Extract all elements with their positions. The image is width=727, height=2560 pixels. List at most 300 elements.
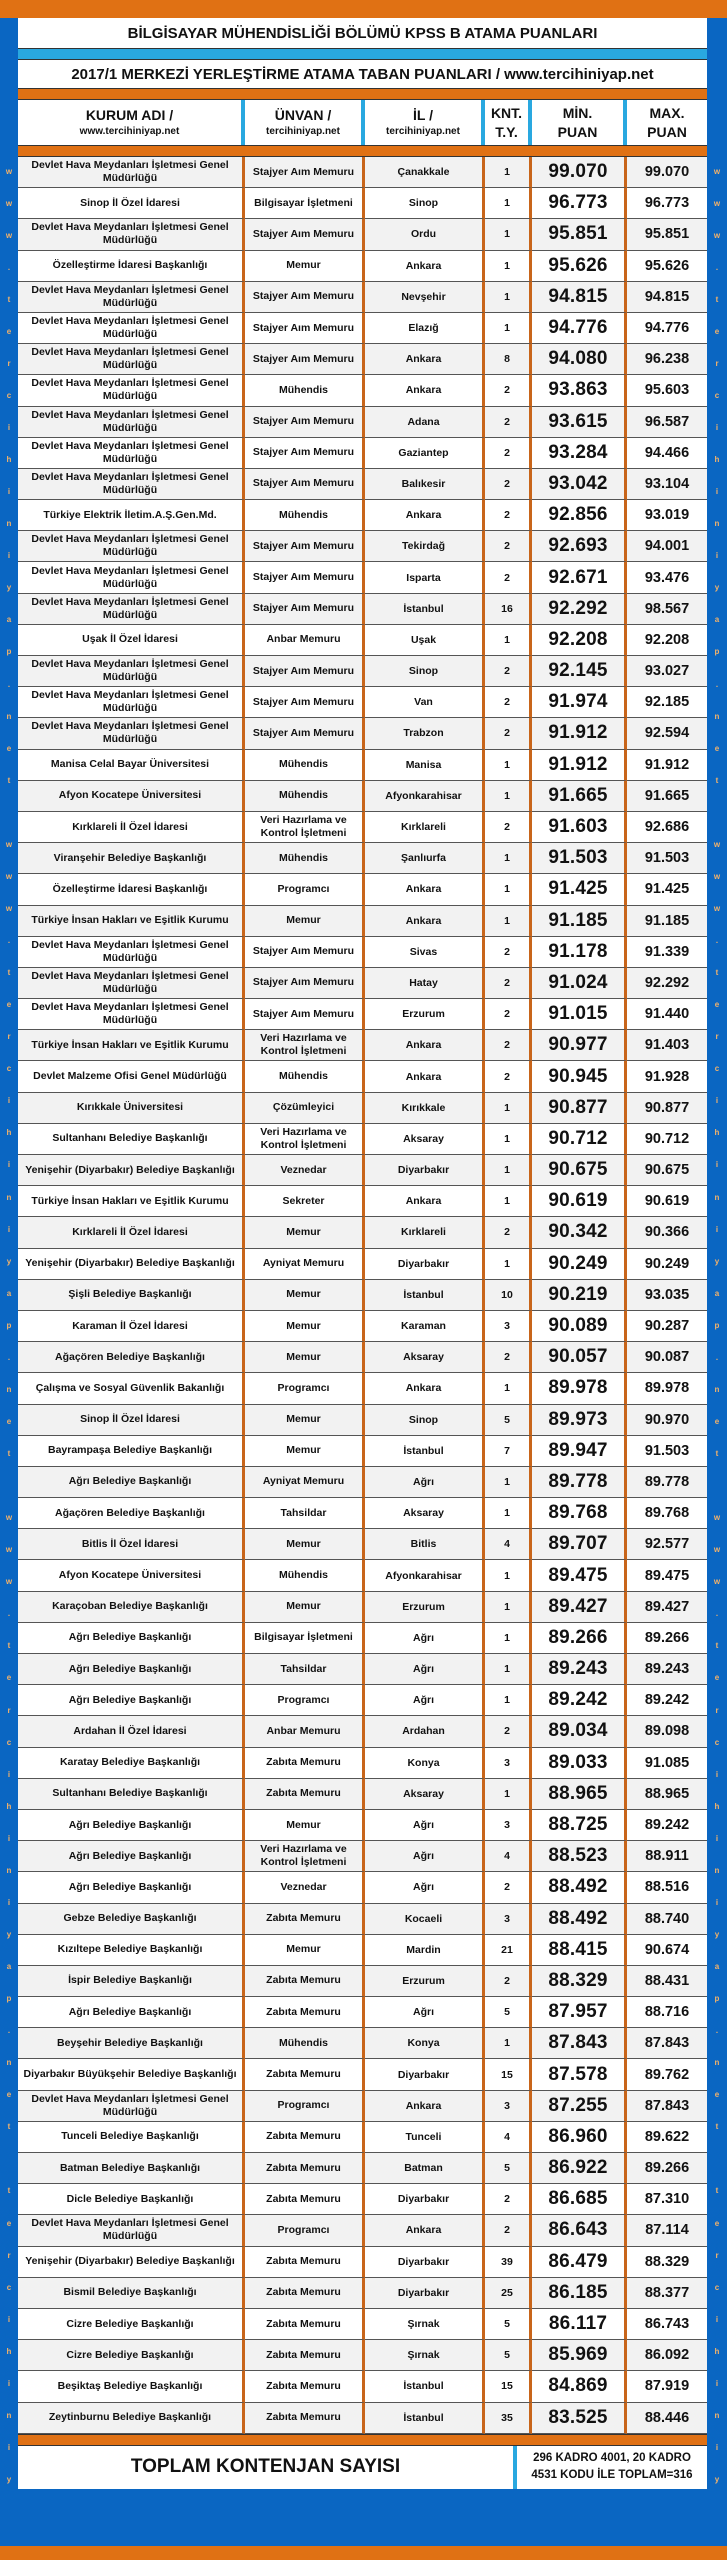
- quota-cell: 1: [485, 906, 532, 937]
- institution-cell: Devlet Hava Meydanları İşletmesi Genel Müdürlüğü: [18, 407, 245, 438]
- institution-cell: Sinop İl Özel İdaresi: [18, 188, 245, 219]
- watermark-letter: y: [714, 1256, 720, 1266]
- institution-cell: Ağrı Belediye Başkanlığı: [18, 1623, 245, 1654]
- quota-cell: 2: [485, 1030, 532, 1061]
- title-cell: Memur: [245, 1280, 365, 1311]
- province-cell: Diyarbakır: [365, 1249, 485, 1280]
- institution-cell: Devlet Hava Meydanları İşletmesi Genel Müdürlüğü: [18, 219, 245, 250]
- watermark-letter: .: [7, 679, 11, 689]
- province-cell: Kocaeli: [365, 1904, 485, 1935]
- institution-cell: İspir Belediye Başkanlığı: [18, 1966, 245, 1997]
- watermark-letter: n: [714, 711, 720, 721]
- min-score-cell: 89.033: [532, 1748, 627, 1779]
- table-row: [18, 2059, 707, 2090]
- table-row: [18, 1997, 707, 2028]
- top-orange-band: [0, 0, 727, 18]
- watermark-letter: .: [7, 262, 11, 272]
- watermark-letter: a: [714, 1288, 720, 1298]
- watermark-letter: i: [7, 1160, 11, 1170]
- province-cell: Sivas: [365, 937, 485, 968]
- province-cell: Ağrı: [365, 1872, 485, 1903]
- institution-cell: Özelleştirme İdaresi Başkanlığı: [18, 874, 245, 905]
- quota-cell: 7: [485, 1436, 532, 1467]
- max-score-cell: 99.070: [627, 157, 707, 188]
- table-row: [18, 500, 707, 531]
- min-score-cell: 90.219: [532, 1280, 627, 1311]
- max-score-cell: 94.466: [627, 438, 707, 469]
- title-cell: Stajyer Aım Memuru: [245, 687, 365, 718]
- watermark-letter: a: [6, 615, 12, 625]
- institution-cell: Sinop İl Özel İdaresi: [18, 1405, 245, 1436]
- title-cell: Mühendis: [245, 781, 365, 812]
- institution-cell: Afyon Kocatepe Üniversitesi: [18, 781, 245, 812]
- institution-cell: Devlet Hava Meydanları İşletmesi Genel Müdürlüğü: [18, 438, 245, 469]
- province-cell: Trabzon: [365, 718, 485, 749]
- watermark-letter: w: [713, 903, 721, 913]
- title-cell: Memur: [245, 1810, 365, 1841]
- institution-cell: Devlet Hava Meydanları İşletmesi Genel Müdürlüğü: [18, 562, 245, 593]
- title-cell: Stajyer Aım Memuru: [245, 968, 365, 999]
- header-il: İL / tercihiniyap.net: [365, 100, 485, 145]
- institution-cell: Batman Belediye Başkanlığı: [18, 2153, 245, 2184]
- table-row: [18, 1592, 707, 1623]
- institution-cell: Kızıltepe Belediye Başkanlığı: [18, 1935, 245, 1966]
- quota-cell: 10: [485, 1280, 532, 1311]
- min-score-cell: 95.626: [532, 251, 627, 282]
- table-row: [18, 1155, 707, 1186]
- watermark-letter: w: [713, 839, 721, 849]
- watermark-letter: e: [714, 1673, 720, 1683]
- min-score-cell: 87.578: [532, 2059, 627, 2090]
- quota-cell: 2: [485, 438, 532, 469]
- min-score-cell: 91.665: [532, 781, 627, 812]
- watermark-letter: i: [715, 1224, 719, 1234]
- institution-cell: Devlet Hava Meydanları İşletmesi Genel Müdürlüğü: [18, 718, 245, 749]
- institution-cell: Devlet Hava Meydanları İşletmesi Genel Müdürlüğü: [18, 999, 245, 1030]
- watermark-letter: .: [715, 1352, 719, 1362]
- min-score-cell: 92.693: [532, 531, 627, 562]
- max-score-cell: 91.503: [627, 843, 707, 874]
- min-score-cell: 86.479: [532, 2247, 627, 2278]
- title-cell: Ayniyat Memuru: [245, 1249, 365, 1280]
- watermark-letter: [707, 796, 727, 828]
- max-score-cell: 88.377: [627, 2278, 707, 2309]
- table-row: [18, 687, 707, 718]
- table-row: [18, 157, 707, 188]
- institution-cell: Devlet Hava Meydanları İşletmesi Genel Müdürlüğü: [18, 2215, 245, 2246]
- title-cell: Memur: [245, 251, 365, 282]
- province-cell: Şırnak: [365, 2309, 485, 2340]
- max-score-cell: 91.928: [627, 1061, 707, 1092]
- max-score-cell: 91.085: [627, 1748, 707, 1779]
- min-score-cell: 89.768: [532, 1498, 627, 1529]
- max-score-cell: 90.249: [627, 1249, 707, 1280]
- title-cell: Veznedar: [245, 1155, 365, 1186]
- max-score-cell: 92.208: [627, 625, 707, 656]
- province-cell: Ordu: [365, 219, 485, 250]
- table-row: [18, 2371, 707, 2402]
- province-cell: Sinop: [365, 188, 485, 219]
- max-score-cell: 92.577: [627, 1529, 707, 1560]
- title-cell: Anbar Memuru: [245, 625, 365, 656]
- min-score-cell: 86.643: [532, 2215, 627, 2246]
- watermark-letter: t: [7, 2122, 11, 2132]
- table-body: [18, 157, 707, 2434]
- quota-cell: 1: [485, 188, 532, 219]
- min-score-cell: 91.185: [532, 906, 627, 937]
- table-row: [18, 2184, 707, 2215]
- min-score-cell: 91.178: [532, 937, 627, 968]
- watermark-letter: h: [714, 1128, 720, 1138]
- max-score-cell: 88.329: [627, 2247, 707, 2278]
- table-row: [18, 2091, 707, 2122]
- quota-cell: 2: [485, 1217, 532, 1248]
- province-cell: Ankara: [365, 874, 485, 905]
- min-score-cell: 88.329: [532, 1966, 627, 1997]
- min-score-cell: 87.255: [532, 2091, 627, 2122]
- quota-cell: 1: [485, 750, 532, 781]
- watermark-letter: h: [6, 1801, 12, 1811]
- min-score-cell: 91.503: [532, 843, 627, 874]
- min-score-cell: 91.974: [532, 687, 627, 718]
- quota-cell: 1: [485, 1124, 532, 1155]
- table-row: [18, 906, 707, 937]
- table-row: [18, 781, 707, 812]
- title-cell: Zabıta Memuru: [245, 2278, 365, 2309]
- header-kurum: KURUM ADI / www.tercihiniyap.net: [18, 100, 245, 145]
- watermark-letter: t: [715, 1449, 719, 1459]
- quota-cell: 1: [485, 1560, 532, 1591]
- title-cell: Programcı: [245, 2215, 365, 2246]
- watermark-letter: e: [6, 326, 12, 336]
- max-score-cell: 90.712: [627, 1124, 707, 1155]
- max-score-cell: 88.516: [627, 1872, 707, 1903]
- quota-cell: 3: [485, 2091, 532, 2122]
- quota-cell: 1: [485, 1186, 532, 1217]
- institution-cell: Beyşehir Belediye Başkanlığı: [18, 2028, 245, 2059]
- watermark-letter: [0, 1470, 18, 1502]
- table-row: [18, 1560, 707, 1591]
- min-score-cell: 89.973: [532, 1405, 627, 1436]
- institution-cell: Bismil Belediye Başkanlığı: [18, 2278, 245, 2309]
- quota-cell: 8: [485, 344, 532, 375]
- min-score-cell: 85.969: [532, 2340, 627, 2371]
- min-score-cell: 96.773: [532, 188, 627, 219]
- table-header: [18, 100, 707, 145]
- quota-cell: 2: [485, 2184, 532, 2215]
- max-score-cell: 89.098: [627, 1716, 707, 1747]
- min-score-cell: 88.415: [532, 1935, 627, 1966]
- province-cell: Ankara: [365, 375, 485, 406]
- title-cell: Memur: [245, 1311, 365, 1342]
- bottom-orange-band: [0, 2546, 727, 2560]
- table-row: [18, 469, 707, 500]
- table-row: [18, 1467, 707, 1498]
- max-score-cell: 96.587: [627, 407, 707, 438]
- table-row: [18, 562, 707, 593]
- institution-cell: Karaçoban Belediye Başkanlığı: [18, 1592, 245, 1623]
- watermark-letter: a: [714, 615, 720, 625]
- province-cell: Ankara: [365, 1061, 485, 1092]
- table-row: [18, 937, 707, 968]
- min-score-cell: 93.863: [532, 375, 627, 406]
- max-score-cell: 91.185: [627, 906, 707, 937]
- watermark-letter: i: [715, 1897, 719, 1907]
- quota-cell: 5: [485, 2340, 532, 2371]
- min-score-cell: 86.922: [532, 2153, 627, 2184]
- title-cell: Zabıta Memuru: [245, 1966, 365, 1997]
- province-cell: Erzurum: [365, 1592, 485, 1623]
- max-score-cell: 90.675: [627, 1155, 707, 1186]
- institution-cell: Afyon Kocatepe Üniversitesi: [18, 1560, 245, 1591]
- watermark-letter: r: [7, 1032, 11, 1042]
- institution-cell: Dicle Belediye Başkanlığı: [18, 2184, 245, 2215]
- quota-cell: 2: [485, 562, 532, 593]
- max-score-cell: 95.603: [627, 375, 707, 406]
- watermark-letter: r: [7, 1705, 11, 1715]
- max-score-cell: 94.001: [627, 531, 707, 562]
- watermark-letter: h: [714, 1801, 720, 1811]
- header-max-puan: MAX. PUAN: [627, 100, 707, 145]
- max-score-cell: 91.503: [627, 1436, 707, 1467]
- watermark-letter: p: [6, 647, 12, 657]
- quota-cell: 2: [485, 469, 532, 500]
- watermark-letter: n: [714, 1384, 720, 1394]
- institution-cell: Ağrı Belediye Başkanlığı: [18, 1654, 245, 1685]
- watermark-letter: w: [713, 230, 721, 240]
- watermark-letter: c: [6, 390, 12, 400]
- watermark-letter: e: [6, 1416, 12, 1426]
- table-row: [18, 2309, 707, 2340]
- watermark-letter: w: [5, 1577, 13, 1587]
- province-cell: Ankara: [365, 251, 485, 282]
- institution-cell: Sultanhanı Belediye Başkanlığı: [18, 1124, 245, 1155]
- province-cell: Afyonkarahisar: [365, 781, 485, 812]
- table-row: [18, 407, 707, 438]
- table-row: [18, 2340, 707, 2371]
- institution-cell: Cizre Belediye Başkanlığı: [18, 2309, 245, 2340]
- watermark-letter: t: [7, 968, 11, 978]
- watermark-letter: w: [5, 903, 13, 913]
- min-score-cell: 87.957: [532, 1997, 627, 2028]
- table-row: [18, 1623, 707, 1654]
- title-cell: Stajyer Aım Memuru: [245, 282, 365, 313]
- quota-cell: 4: [485, 1529, 532, 1560]
- quota-cell: 1: [485, 1623, 532, 1654]
- watermark-letter: i: [715, 1096, 719, 1106]
- quota-cell: 1: [485, 781, 532, 812]
- max-score-cell: 89.266: [627, 1623, 707, 1654]
- watermark-letter: i: [715, 551, 719, 561]
- watermark-letter: e: [714, 1000, 720, 1010]
- min-score-cell: 94.815: [532, 282, 627, 313]
- watermark-letter: i: [715, 1833, 719, 1843]
- province-cell: Afyonkarahisar: [365, 1560, 485, 1591]
- watermark-letter: w: [5, 1513, 13, 1523]
- quota-cell: 1: [485, 1155, 532, 1186]
- table-row: [18, 1748, 707, 1779]
- min-score-cell: 94.080: [532, 344, 627, 375]
- quota-cell: 1: [485, 843, 532, 874]
- table-row: [18, 1935, 707, 1966]
- quota-cell: 5: [485, 1997, 532, 2028]
- title-cell: Stajyer Aım Memuru: [245, 999, 365, 1030]
- min-score-cell: 91.912: [532, 750, 627, 781]
- title-cell: Zabıta Memuru: [245, 2153, 365, 2184]
- max-score-cell: 87.843: [627, 2091, 707, 2122]
- province-cell: Ankara: [365, 2215, 485, 2246]
- watermark-letter: h: [6, 455, 12, 465]
- title-cell: Memur: [245, 1342, 365, 1373]
- watermark-letter: i: [7, 1769, 11, 1779]
- institution-cell: Ağrı Belediye Başkanlığı: [18, 1685, 245, 1716]
- table-row: [18, 2122, 707, 2153]
- watermark-letter: n: [714, 2058, 720, 2068]
- watermark-letter: a: [714, 1962, 720, 1972]
- province-cell: Şanlıurfa: [365, 843, 485, 874]
- institution-cell: Diyarbakır Büyükşehir Belediye Başkanlığı: [18, 2059, 245, 2090]
- watermark-letter: w: [5, 166, 13, 176]
- min-score-cell: 90.089: [532, 1311, 627, 1342]
- title-cell: Mühendis: [245, 2028, 365, 2059]
- institution-cell: Devlet Hava Meydanları İşletmesi Genel Müdürlüğü: [18, 313, 245, 344]
- quota-cell: 1: [485, 1498, 532, 1529]
- min-score-cell: 90.945: [532, 1061, 627, 1092]
- table-row: [18, 999, 707, 1030]
- max-score-cell: 86.743: [627, 2309, 707, 2340]
- max-score-cell: 89.768: [627, 1498, 707, 1529]
- watermark-letter: a: [6, 1288, 12, 1298]
- table-row: [18, 1405, 707, 1436]
- institution-cell: Ağrı Belediye Başkanlığı: [18, 1841, 245, 1872]
- watermark-letter: c: [714, 1737, 720, 1747]
- table-row: [18, 1810, 707, 1841]
- max-score-cell: 89.243: [627, 1654, 707, 1685]
- title-cell: Veznedar: [245, 1872, 365, 1903]
- max-score-cell: 87.843: [627, 2028, 707, 2059]
- table-row: [18, 1529, 707, 1560]
- max-score-cell: 96.238: [627, 344, 707, 375]
- province-cell: Ağrı: [365, 1623, 485, 1654]
- quota-cell: 4: [485, 2122, 532, 2153]
- institution-cell: Ağrı Belediye Başkanlığı: [18, 1810, 245, 1841]
- page-subtitle: 2017/1 MERKEZİ YERLEŞTİRME ATAMA TABAN PUANLARI / www.tercihiniyap.net: [18, 60, 707, 88]
- watermark-letter: w: [5, 871, 13, 881]
- title-cell: Memur: [245, 1436, 365, 1467]
- province-cell: Balıkesir: [365, 469, 485, 500]
- watermark-letter: i: [715, 2442, 719, 2452]
- province-cell: Aksaray: [365, 1498, 485, 1529]
- watermark-letter: e: [714, 2218, 720, 2228]
- title-cell: Ayniyat Memuru: [245, 1467, 365, 1498]
- table-row: [18, 1872, 707, 1903]
- table-row: [18, 812, 707, 843]
- min-score-cell: 88.965: [532, 1779, 627, 1810]
- title-cell: Memur: [245, 1405, 365, 1436]
- max-score-cell: 92.185: [627, 687, 707, 718]
- watermark-letter: t: [7, 294, 11, 304]
- institution-cell: Karaman İl Özel İdaresi: [18, 1311, 245, 1342]
- institution-cell: Ağrı Belediye Başkanlığı: [18, 1872, 245, 1903]
- quota-cell: 1: [485, 625, 532, 656]
- max-score-cell: 89.622: [627, 2122, 707, 2153]
- quota-cell: 1: [485, 2028, 532, 2059]
- quota-cell: 3: [485, 1810, 532, 1841]
- title-cell: Bilgisayar İşletmeni: [245, 188, 365, 219]
- institution-cell: Devlet Hava Meydanları İşletmesi Genel Müdürlüğü: [18, 531, 245, 562]
- min-score-cell: 90.619: [532, 1186, 627, 1217]
- title-cell: Zabıta Memuru: [245, 2184, 365, 2215]
- watermark-letter: t: [715, 968, 719, 978]
- watermark-letter: y: [714, 2475, 720, 2485]
- institution-cell: Türkiye İnsan Hakları ve Eşitlik Kurumu: [18, 1030, 245, 1061]
- quota-cell: 2: [485, 1061, 532, 1092]
- province-cell: Diyarbakır: [365, 2247, 485, 2278]
- institution-cell: Bayrampaşa Belediye Başkanlığı: [18, 1436, 245, 1467]
- watermark-letter: t: [7, 1641, 11, 1651]
- max-score-cell: 92.594: [627, 718, 707, 749]
- min-score-cell: 89.707: [532, 1529, 627, 1560]
- quota-cell: 15: [485, 2371, 532, 2402]
- quota-cell: 1: [485, 157, 532, 188]
- divider-stripe: [18, 48, 707, 60]
- institution-cell: Karatay Belediye Başkanlığı: [18, 1748, 245, 1779]
- table-row: [18, 251, 707, 282]
- table-row: [18, 1217, 707, 1248]
- watermark-letter: p: [6, 1994, 12, 2004]
- max-score-cell: 89.242: [627, 1685, 707, 1716]
- table-row: [18, 1311, 707, 1342]
- watermark-letter: i: [7, 1897, 11, 1907]
- watermark-letter: i: [7, 2314, 11, 2324]
- max-score-cell: 91.440: [627, 999, 707, 1030]
- max-score-cell: 87.114: [627, 2215, 707, 2246]
- institution-cell: Devlet Hava Meydanları İşletmesi Genel Müdürlüğü: [18, 968, 245, 999]
- title-cell: Memur: [245, 1217, 365, 1248]
- min-score-cell: 84.869: [532, 2371, 627, 2402]
- table-row: [18, 843, 707, 874]
- total-quota-value: 296 KADRO 4001, 20 KADRO 4531 KODU İLE TOPLAM=316: [517, 2446, 707, 2489]
- max-score-cell: 88.446: [627, 2403, 707, 2434]
- min-score-cell: 90.877: [532, 1093, 627, 1124]
- watermark-letter: i: [7, 1833, 11, 1843]
- institution-cell: Ağaçören Belediye Başkanlığı: [18, 1498, 245, 1529]
- divider-stripe: [18, 88, 707, 100]
- max-score-cell: 95.851: [627, 219, 707, 250]
- quota-cell: 2: [485, 407, 532, 438]
- min-score-cell: 89.947: [532, 1436, 627, 1467]
- table-row: [18, 531, 707, 562]
- min-score-cell: 92.671: [532, 562, 627, 593]
- institution-cell: Bitlis İl Özel İdaresi: [18, 1529, 245, 1560]
- watermark-letter: i: [715, 2314, 719, 2324]
- max-score-cell: 93.476: [627, 562, 707, 593]
- watermark-letter: n: [714, 1865, 720, 1875]
- watermark-letter: .: [715, 2026, 719, 2036]
- header-unvan: ÜNVAN / tercihiniyap.net: [245, 100, 365, 145]
- min-score-cell: 83.525: [532, 2403, 627, 2434]
- title-cell: Stajyer Aım Memuru: [245, 594, 365, 625]
- quota-cell: 2: [485, 1342, 532, 1373]
- max-score-cell: 90.877: [627, 1093, 707, 1124]
- watermark-letter: w: [713, 166, 721, 176]
- min-score-cell: 99.070: [532, 157, 627, 188]
- watermark-letter: [0, 2143, 18, 2175]
- page-title: BİLGİSAYAR MÜHENDİSLİĞİ BÖLÜMÜ KPSS B ATAMA PUANLARI: [18, 18, 707, 48]
- province-cell: Ağrı: [365, 1810, 485, 1841]
- quota-cell: 1: [485, 1654, 532, 1685]
- max-score-cell: 88.965: [627, 1779, 707, 1810]
